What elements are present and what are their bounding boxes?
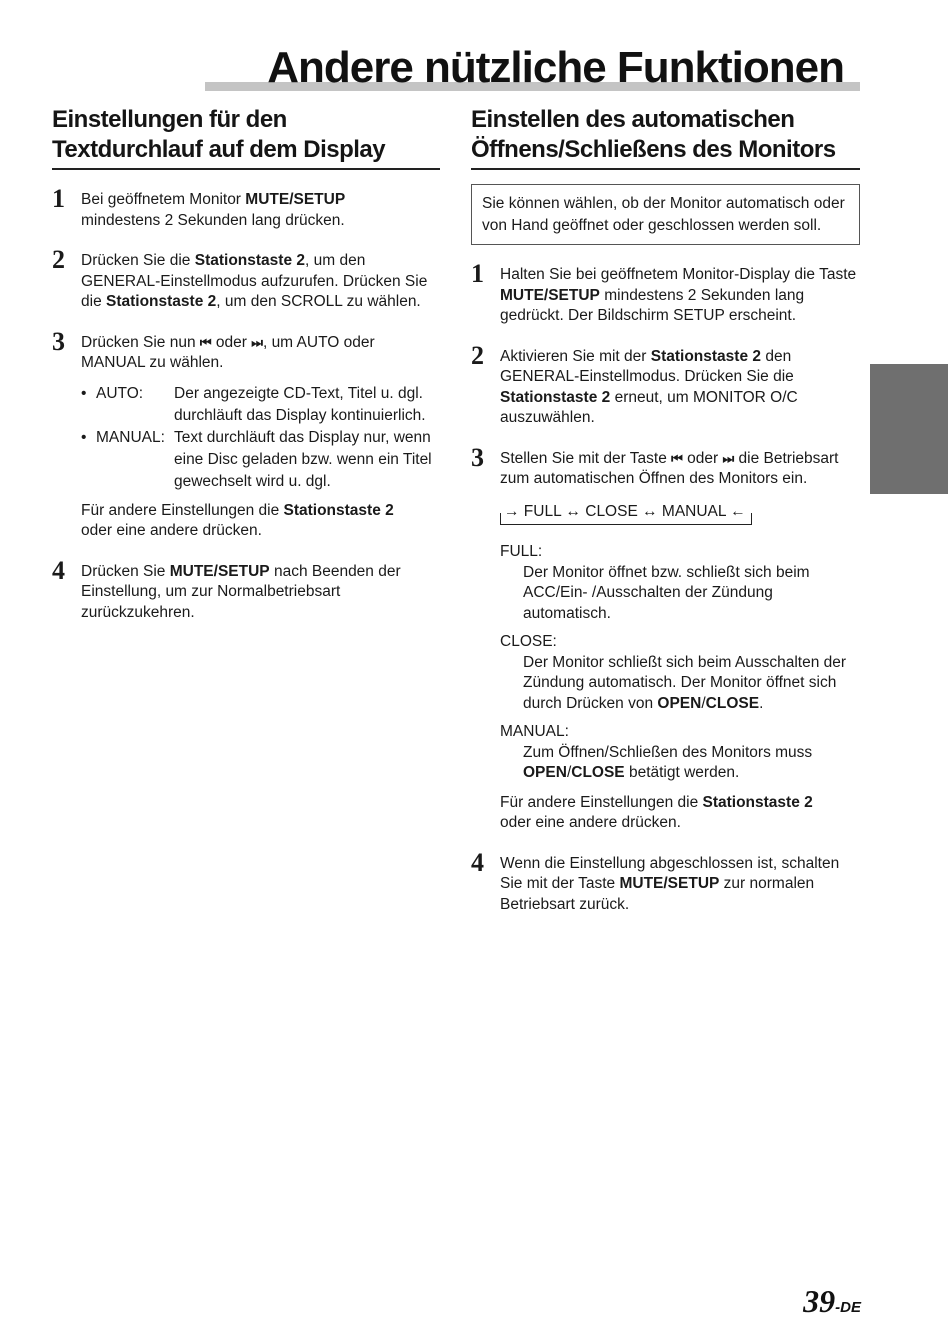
step-number: 3 [52, 326, 65, 356]
right-step-1 [471, 259, 860, 327]
desc-close: Der Monitor schließt sich beim Ausschalten der Zündung automatisch. Der Monitor öffnet sich durch Drücken von OPEN/CLOSE. [523, 653, 847, 712]
left-section-heading [52, 105, 440, 170]
bullet-icon: • [81, 384, 87, 402]
step-text: Wenn die Einstellung abgeschlossen ist, schalten Sie mit der Taste MUTE/SETUP zur normalen Betriebsart zurück. [500, 854, 840, 913]
step-text: Drücken Sie nun ⏮ oder ⏭ , um AUTO oder MANUAL zu wählen. [81, 333, 375, 371]
step-number: 4 [52, 555, 65, 585]
right-heading-line1: Einstellen des automatischen [471, 106, 795, 133]
list-item: • AUTO: Der angezeigte CD-Text, Titel u. dgl. durchläuft das Display kontinuierlich. [81, 383, 440, 427]
left-column [52, 105, 440, 623]
step-number: 3 [471, 442, 484, 472]
page-language-suffix: -DE [835, 1299, 861, 1316]
step-text: Halten Sie bei geöffnetem Monitor-Display die Taste MUTE/SETUP mindestens 2 Sekunden lang gedrückt. Der Bildschirm SETUP erscheint. [500, 266, 857, 324]
step-number: 2 [471, 340, 484, 370]
page-title: Andere nützliche Funktionen [267, 43, 844, 92]
step-number: 1 [471, 259, 484, 288]
left-step-1 [52, 184, 440, 231]
step-number: 4 [471, 847, 484, 877]
term-full: FULL: [500, 543, 543, 560]
right-section-heading [471, 105, 860, 170]
skip-forward-icon: ⏭ [251, 334, 260, 350]
step-number: 2 [52, 245, 65, 274]
step-note: Für andere Einstellungen die Stationstaste 2 oder eine andere drücken. [500, 793, 813, 831]
section-side-tab [870, 364, 948, 494]
mode-cycle-diagram [500, 502, 860, 523]
step-text: Drücken Sie MUTE/SETUP nach Beenden der Einstellung, um zur Normalbetriebsart zurückzukehren. [81, 562, 401, 621]
right-step-4 [471, 847, 860, 916]
skip-back-icon: ⏮ [671, 450, 680, 466]
right-step-2 [471, 340, 860, 429]
left-heading-line2: Textdurchlauf auf dem Display [52, 136, 386, 163]
skip-back-icon: ⏮ [199, 334, 209, 350]
step-number: 1 [52, 184, 65, 213]
left-heading-line1: Einstellungen für den [52, 106, 287, 133]
term-close: CLOSE: [500, 633, 557, 650]
skip-forward-icon: ⏭ [722, 450, 732, 466]
desc-full: Der Monitor öffnet bzw. schließt sich beim ACC/Ein- /Ausschalten der Zündung automatisch. [523, 563, 810, 622]
left-step-3 [52, 326, 440, 542]
step-text: Bei geöffnetem Monitor MUTE/SETUP mindestens 2 Sekunden lang drücken. [81, 191, 346, 229]
option-list [81, 383, 440, 493]
right-step-3 [471, 442, 860, 834]
page-number: 39-DE [803, 1283, 861, 1319]
step-text: Drücken Sie die Stationstaste 2, um den GENERAL-Einstellmodus aufzurufen. Drücken Sie die Stationstaste 2, um den SCROLL zu wählen. [81, 252, 428, 310]
list-item: • MANUAL: Text durchläuft das Display nur, wenn eine Disc geladen bzw. wenn ein Titel gewechselt wird u. dgl. [81, 427, 440, 493]
intro-box: Sie können wählen, ob der Monitor automatisch oder von Hand geöffnet oder geschlossen werden soll. [471, 184, 860, 245]
mode-cycle: → FULL ↔ CLOSE ↔ MANUAL ← [500, 502, 752, 522]
step-text: Aktivieren Sie mit der Stationstaste 2 den GENERAL-Einstellmodus. Drücken Sie die Stationstaste 2 erneut, um MONITOR O/C auszuwählen. [500, 347, 798, 426]
left-step-4 [52, 555, 440, 624]
right-heading-line2: Öffnens/Schließens des Monitors [471, 136, 836, 163]
step-text: Stellen Sie mit der Taste ⏮ oder ⏭ die Betriebsart zum automatischen Öffnen des Monitors ein. [500, 449, 839, 487]
step-note: Für andere Einstellungen die Stationstaste 2 oder eine andere drücken. [81, 501, 394, 539]
bullet-icon: • [81, 428, 87, 446]
right-column [471, 105, 860, 915]
desc-manual: Zum Öffnen/Schließen des Monitors muss OPEN/CLOSE betätigt werden. [523, 743, 813, 781]
left-step-2 [52, 245, 440, 313]
term-manual: MANUAL: [500, 723, 569, 740]
